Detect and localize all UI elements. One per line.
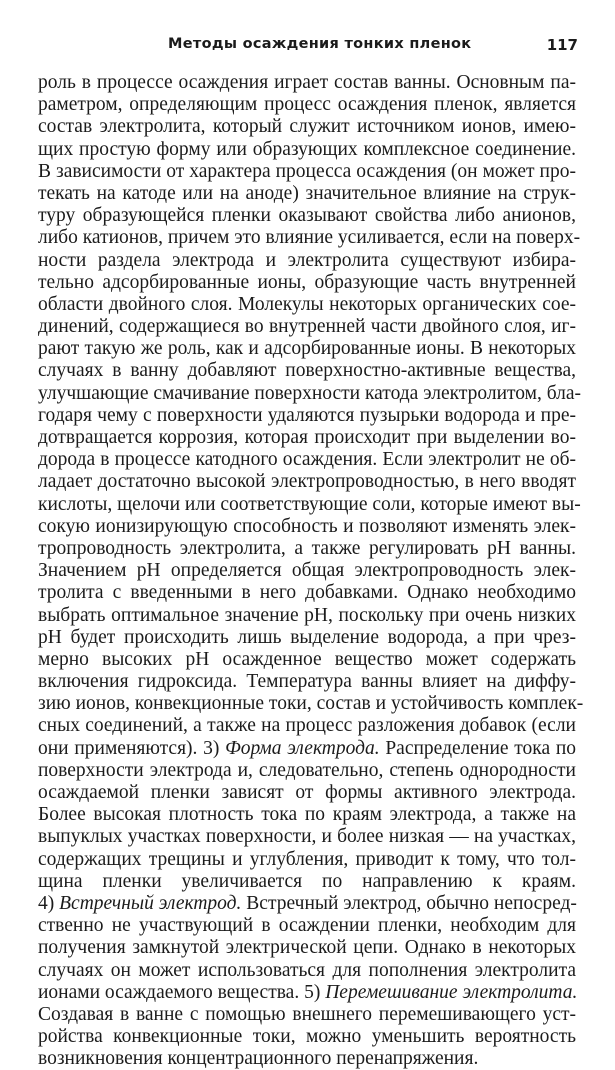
- text-run: тролита с введенными в него добавками. Однако необходимо: [38, 582, 576, 604]
- text-run: тропроводность электролита, а также регулировать pH ванны.: [38, 537, 576, 559]
- text-run: 4): [38, 892, 60, 914]
- page-number: 117: [546, 36, 578, 54]
- text-line: [38, 316, 576, 338]
- text-line: [38, 338, 576, 360]
- text-run: содержащих трещины и углубления, приводит к тому, что тол-: [38, 848, 576, 870]
- text-line: [38, 627, 576, 649]
- text-line: [38, 183, 576, 205]
- text-run: ройства конвекционные токи, можно уменьшить вероятность: [38, 1026, 576, 1048]
- text-line: [38, 227, 581, 249]
- text-run: кислоты, щелочи или соответствующие соли, которые имеют вы-: [38, 493, 581, 515]
- text-run: сных соединений, а также на процесс разложения добавок (если: [38, 715, 576, 737]
- text-line: [38, 693, 584, 715]
- text-line: [38, 937, 576, 959]
- text-run: роль в процессе осаждения играет состав ванны. Основным па-: [38, 72, 576, 93]
- text-line: [38, 649, 576, 671]
- text-line: [38, 516, 576, 538]
- text-run: ственно не участвующий в осаждении пленки, необходим для: [38, 915, 576, 937]
- running-title: Методы осаждения тонких пленок: [168, 36, 472, 52]
- text-run: ности раздела электрода и электролита существуют избира-: [38, 249, 576, 271]
- text-line: [38, 782, 576, 804]
- text-run: мерно высоких pH осажденное вещество может содержать: [38, 648, 576, 670]
- text-run: дорода в процессе катодного осаждения. Если электролит не об-: [38, 449, 576, 471]
- italic-run: Перемешивание электролита.: [325, 981, 578, 1003]
- text-run: либо катионов, причем это влияние усиливается, если на поверх-: [38, 227, 581, 249]
- text-run: ладает достаточно высокой электропроводностью, в него вводят: [38, 471, 576, 493]
- text-run: Более высокая плотность тока по краям электрода, а также на: [38, 804, 576, 826]
- text-run: тельно адсорбированные ионы, образующие часть внутренней: [38, 271, 576, 293]
- text-run: зию ионов, конвекционные токи, состав и устойчивость комплек-: [38, 693, 584, 715]
- text-line: [38, 982, 576, 1004]
- text-run: раметром, определяющим процесс осаждения пленок, является: [38, 94, 576, 116]
- text-line: [38, 849, 576, 871]
- text-line: [38, 915, 576, 937]
- text-line: [38, 250, 576, 272]
- text-run: В зависимости от характера процесса осаждения (он может про-: [38, 160, 576, 182]
- text-line: [38, 560, 576, 582]
- text-line: [38, 960, 576, 982]
- text-line: [38, 738, 576, 760]
- text-line: [38, 205, 576, 227]
- text-run: щих простую форму или образующих комплексное соединение.: [38, 138, 576, 160]
- text-run: Создавая в ванне с помощью внешнего перемешивающего уст-: [38, 1003, 576, 1025]
- text-line: [38, 360, 576, 382]
- text-line: [38, 139, 576, 161]
- text-run: состав электролита, который служит источником ионов, имею-: [38, 116, 576, 138]
- text-run: ионами осаждаемого вещества. 5): [38, 981, 326, 1003]
- text-run: туру образующейся пленки оказывают свойства либо анионов,: [38, 205, 576, 227]
- text-line: [38, 294, 576, 316]
- text-run: рают такую же роль, как и адсорбированные ионы. В некоторых: [38, 338, 576, 360]
- text-run: выбрать оптимальное значение pH, поскольку при очень низких: [38, 604, 576, 626]
- text-line: [38, 1026, 576, 1048]
- text-line: [38, 405, 576, 427]
- text-line: [38, 871, 576, 893]
- text-line: [38, 715, 576, 737]
- text-run: pH будет происходить лишь выделение водорода, а при чрез-: [38, 626, 576, 648]
- text-run: осаждаемой пленки зависят от формы активного электрода.: [38, 782, 576, 803]
- text-line: [38, 449, 576, 471]
- text-line: [38, 804, 576, 826]
- text-run: Встречный электрод, обычно непосред-: [241, 892, 577, 914]
- page-header: [160, 34, 578, 58]
- text-run: включения гидроксида. Температура ванны влияет на диффу-: [38, 671, 576, 693]
- text-run: они применяются). 3): [38, 737, 226, 759]
- text-line: [38, 161, 576, 183]
- italic-run: Встречный электрод.: [59, 892, 242, 914]
- text-line: [38, 760, 576, 782]
- text-line: [38, 1004, 576, 1026]
- text-run: дотвращается коррозия, которая происходит при выделении во-: [38, 427, 576, 448]
- text-run: щина пленки увеличивается по направлению к краям.: [38, 870, 576, 892]
- text-line: [38, 272, 576, 294]
- text-run: Значением pH определяется общая электропроводность элек-: [38, 560, 576, 582]
- text-run: области двойного слоя. Молекулы некоторых органических сое-: [38, 293, 576, 315]
- text-line: [38, 427, 576, 449]
- text-run: динений, содержащиеся во внутренней части двойного слоя, иг-: [38, 316, 576, 338]
- text-line: [38, 493, 581, 516]
- text-line: [38, 538, 576, 560]
- text-line: [38, 826, 576, 848]
- text-line: [38, 116, 576, 138]
- text-run: случаях он может использоваться для пополнения электролита: [38, 959, 576, 981]
- text-line: [38, 94, 576, 116]
- text-run: Распределение тока по: [379, 737, 577, 759]
- text-line: [38, 382, 582, 405]
- text-line: [38, 893, 576, 915]
- italic-run: Форма электрода.: [225, 737, 380, 759]
- text-run: сокую ионизирующую способность и позволяют изменять элек-: [38, 515, 576, 537]
- text-run: улучшающие смачивание поверхности катода электролитом, бла-: [38, 382, 582, 404]
- text-line: [38, 671, 576, 693]
- text-run: возникновения концентрационного перенапряжения.: [38, 1048, 479, 1070]
- text-line: [38, 582, 576, 604]
- text-run: выпуклых участках поверхности, и более низкая — на участках,: [38, 826, 576, 848]
- text-run: случаях в ванну добавляют поверхностно-активные вещества,: [38, 360, 576, 382]
- text-run: годаря чему с поверхности удаляются пузырьки водорода и пре-: [38, 404, 576, 426]
- text-line: [38, 1048, 576, 1070]
- text-line: [38, 605, 576, 627]
- text-run: текать на катоде или на аноде) значительное влияние на струк-: [38, 182, 576, 204]
- text-run: поверхности электрода и, следовательно, степень однородности: [38, 759, 576, 781]
- text-run: получения замкнутой электрической цепи. Однако в некоторых: [38, 937, 576, 959]
- text-line: [38, 471, 576, 493]
- body-text: [38, 72, 584, 1070]
- text-line: [38, 72, 576, 94]
